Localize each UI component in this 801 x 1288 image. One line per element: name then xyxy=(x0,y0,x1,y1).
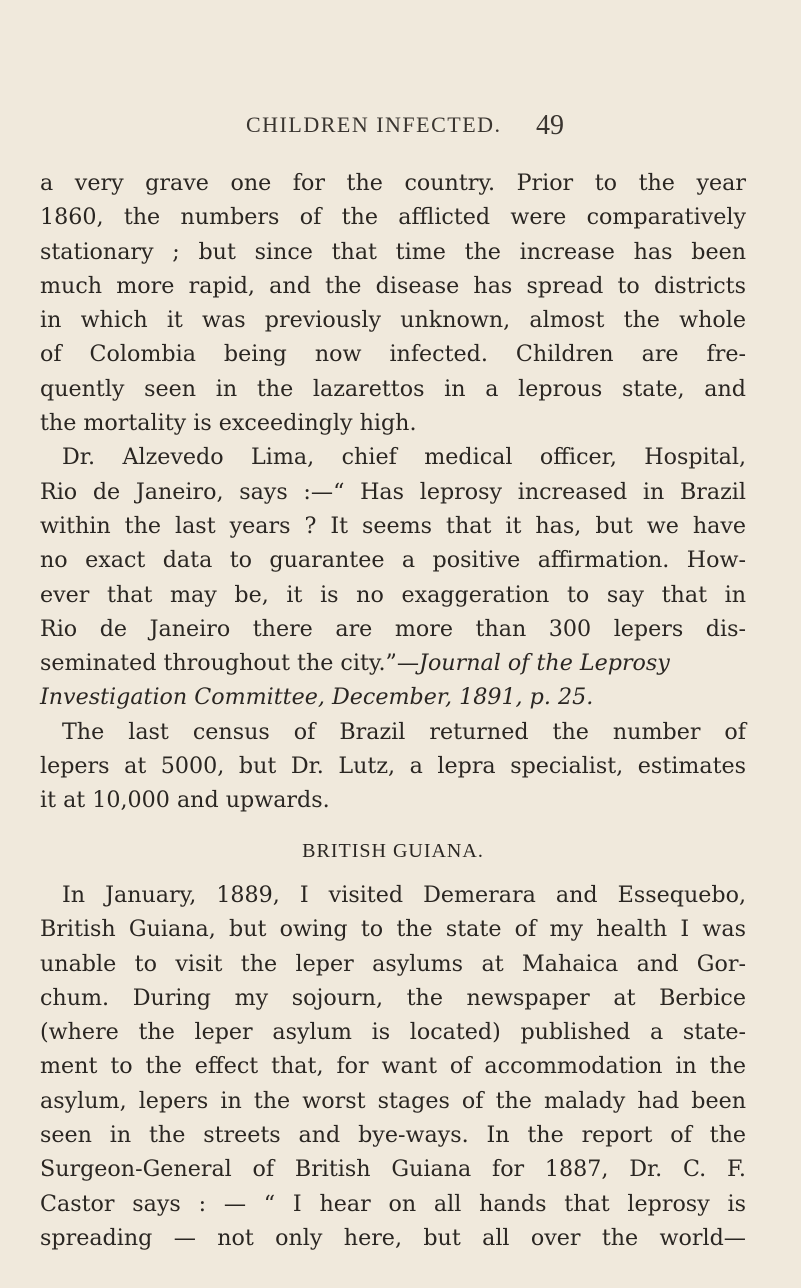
text-line: no exact data to guarantee a positive affirmation. How- xyxy=(40,547,746,574)
text-line: of Colombia being now infected. Children are fre- xyxy=(40,341,746,368)
text-line: lepers at 5000, but Dr. Lutz, a lepra specialist, estimates xyxy=(40,753,746,780)
paragraph-2 xyxy=(40,440,746,714)
section-heading: BRITISH GUIANA. xyxy=(302,839,484,862)
text-line: in which it was previously unknown, almost the whole xyxy=(40,307,746,334)
text-line: Surgeon-General of British Guiana for 1887, Dr. C. F. xyxy=(40,1156,746,1183)
text-line: (where the leper asylum is located) published a state- xyxy=(40,1019,746,1046)
text-line: unable to visit the leper asylums at Mahaica and Gor- xyxy=(40,950,746,977)
text-line: the mortality is exceedingly high. xyxy=(40,410,417,437)
text-line: it at 10,000 and upwards. xyxy=(40,787,330,814)
text-line: Rio de Janeiro, says :—“ Has leprosy increased in Brazil xyxy=(40,478,746,505)
text-run: seminated throughout the city.”— xyxy=(40,650,420,677)
paragraph-4 xyxy=(40,878,746,1255)
text-line: Castor says : — “ I hear on all hands that leprosy is xyxy=(40,1190,746,1217)
text-line: 1860, the numbers of the afflicted were comparatively xyxy=(40,204,746,231)
running-head xyxy=(0,112,801,148)
text-line: asylum, lepers in the worst stages of the malady had been xyxy=(40,1087,746,1114)
text-line: Rio de Janeiro there are more than 300 lepers dis- xyxy=(40,615,746,642)
text-line: The last census of Brazil returned the number of xyxy=(62,718,746,745)
text-line: chum. During my sojourn, the newspaper at Berbice xyxy=(40,984,746,1011)
text-line: a very grave one for the country. Prior to the year xyxy=(40,170,746,196)
text-line: within the last years ? It seems that it has, but we have xyxy=(40,512,746,539)
text-line: much more rapid, and the disease has spread to districts xyxy=(40,272,746,299)
citation-italic: Journal of the Leprosy xyxy=(419,650,670,677)
text-line: stationary ; but since that time the increase has been xyxy=(40,238,746,265)
citation-italic: Investigation Committee, December, 1891, p. 25. xyxy=(40,684,594,711)
running-title: CHILDREN INFECTED. xyxy=(246,112,502,137)
body-text xyxy=(40,166,746,1255)
text-line: spreading — not only here, but all over the world— xyxy=(40,1224,746,1251)
text-line: In January, 1889, I visited Demerara and Essequebo, xyxy=(62,881,746,908)
text-line: ever that may be, it is no exaggeration to say that in xyxy=(40,581,746,608)
text-line: Dr. Alzevedo Lima, chief medical officer, Hospital, xyxy=(62,444,746,471)
text-line xyxy=(40,646,746,680)
text-line: ment to the effect that, for want of accommodation in the xyxy=(40,1053,746,1080)
text-line: quently seen in the lazarettos in a leprous state, and xyxy=(40,375,746,402)
text-line: British Guiana, but owing to the state of my health I was xyxy=(40,916,746,943)
page-number: 49 xyxy=(536,110,564,141)
paragraph-1 xyxy=(40,166,746,440)
text-line: seen in the streets and bye-ways. In the report of the xyxy=(40,1122,746,1149)
paragraph-3 xyxy=(40,715,746,818)
